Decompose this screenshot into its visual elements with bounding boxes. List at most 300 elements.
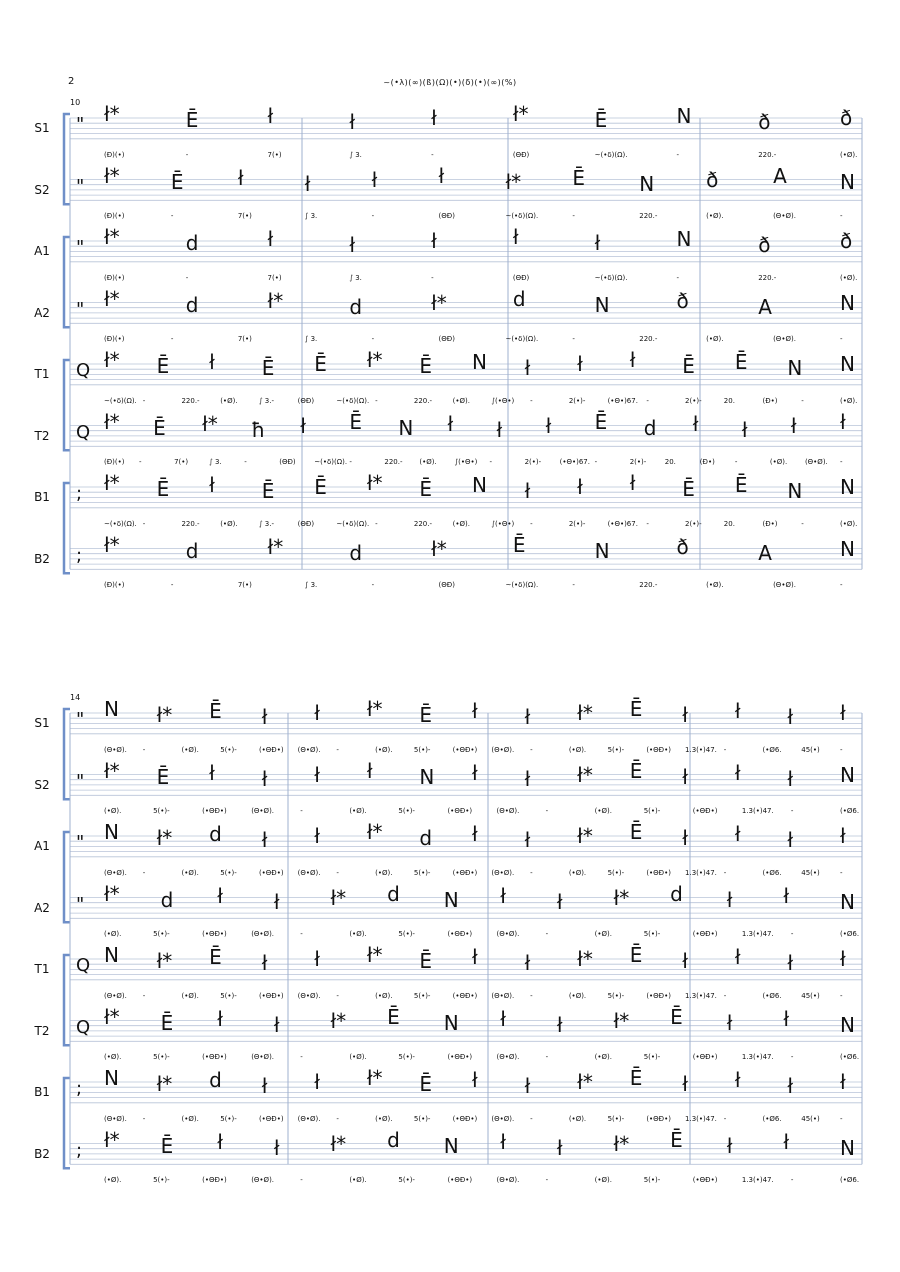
note-glyph: ł* [104, 881, 120, 906]
lyric-syllable: (•Ø). [375, 745, 393, 754]
note-glyph: Ē [419, 477, 433, 501]
note-glyph: ł [524, 1074, 531, 1098]
lyric-syllable: (•ΘÐ•) [452, 868, 478, 877]
lyric-syllable: (ΘÐ) [512, 150, 530, 159]
lyric-syllable: (•ΘÐ•) [692, 1176, 718, 1185]
lyric-syllable: 5(•)- [607, 1114, 625, 1123]
clef-symbol: Q [76, 1016, 91, 1038]
lyric-syllable: (•Ø). [840, 273, 858, 282]
note-glyph: d [185, 231, 199, 255]
note-glyph: ł [261, 1074, 268, 1098]
note-glyph: N [472, 473, 487, 497]
note-glyph: A [758, 540, 772, 565]
lyric-syllable: ∫(•Θ•) [454, 458, 478, 467]
note-glyph: Ē [419, 354, 433, 378]
lyric-syllable: - [530, 745, 533, 754]
note-glyph: ł [267, 227, 274, 251]
lyric-syllable: 2(•)- [629, 458, 647, 467]
lyric-syllable: - [840, 212, 843, 221]
note-glyph: ł [787, 766, 794, 791]
lyric-syllable: 1.3(•)47. [741, 807, 774, 816]
lyric-syllable: - [300, 1053, 303, 1062]
lyric-syllable: ~(•δ)(Ω). [336, 396, 370, 405]
lyric-syllable: (Θ•Ø). [251, 1053, 275, 1062]
part-label: S2 [34, 777, 50, 792]
note-glyph: ł* [613, 885, 630, 910]
note-glyph: d [349, 540, 363, 565]
lyric-syllable: (•Ø). [706, 212, 724, 221]
lyric-syllable: - [676, 150, 679, 159]
note-glyph: ł [524, 766, 531, 791]
note-glyph: Ē [170, 169, 184, 194]
lyric-syllable: 5(•)- [413, 991, 431, 1000]
note-glyph: ł [217, 1006, 223, 1031]
clef-symbol: " [76, 114, 85, 135]
lyric-syllable: - [300, 807, 303, 816]
note-glyph: ł [524, 828, 531, 852]
note-glyph: ł* [577, 1070, 593, 1094]
lyric-syllable: - [676, 273, 679, 282]
lyric-syllable: - [431, 150, 434, 159]
lyric-syllable: (Θ•Ø). [491, 1114, 515, 1123]
staff-group-bracket [64, 709, 70, 799]
note-glyph: ł* [431, 290, 447, 315]
lyric-syllable: (•Ø6. [840, 930, 860, 939]
lyric-syllable: (•ΘÐ•) [452, 991, 478, 1000]
lyric-syllable: 220.- [758, 273, 777, 282]
note-glyph: ł [556, 1135, 563, 1160]
lyric-syllable: ~(•δ)(Ω). [104, 396, 137, 405]
lyric-syllable: ∫(•Θ•) [491, 396, 515, 405]
part-label: A2 [34, 305, 50, 320]
lyric-syllable: - [185, 273, 189, 282]
lyric-syllable: (ΘÐ) [512, 273, 530, 282]
lyric-syllable: 1.3(•)47. [741, 1176, 774, 1185]
lyric-syllable: 1.3(•)47. [685, 745, 717, 754]
lyric-syllable: 7(•) [237, 335, 252, 344]
lyric-syllable: (Θ•Ø). [104, 868, 127, 877]
note-glyph: N [419, 764, 435, 789]
note-glyph: ł [209, 350, 215, 374]
lyric-syllable: - [142, 1114, 146, 1123]
lyric-syllable: (•Ø). [220, 519, 238, 528]
lyric-syllable: 5(•)- [413, 868, 431, 877]
note-glyph: ł* [577, 947, 593, 971]
lyric-syllable: - [431, 273, 434, 282]
lyric-syllable: 5(•)- [220, 1114, 237, 1123]
note-glyph: Ē [629, 758, 643, 783]
note-glyph: ł [496, 417, 503, 442]
note-glyph: ł* [202, 411, 218, 436]
note-glyph: N [443, 1133, 459, 1158]
lyric-syllable: ~(•δ)(Ω). [505, 335, 539, 344]
lyric-syllable: (•Ø6. [762, 1114, 782, 1123]
lyric-syllable: - [185, 150, 189, 159]
lyric-syllable: (•ΘÐ•) [202, 1176, 227, 1185]
note-glyph: N [787, 356, 803, 380]
lyric-syllable: 220.- [181, 396, 200, 405]
note-glyph: ł* [613, 1008, 630, 1033]
note-glyph: N [676, 104, 692, 128]
lyric-syllable: - [170, 212, 174, 221]
lyric-syllable: (•Ø). [452, 519, 470, 528]
note-glyph: ł [314, 701, 320, 725]
note-glyph: ł* [104, 286, 120, 311]
part-label: A1 [34, 244, 50, 258]
note-glyph: N [443, 887, 459, 912]
lyric-syllable: 220.- [639, 335, 658, 344]
note-glyph: ł [840, 701, 846, 725]
note-glyph: ł [577, 352, 583, 376]
note-glyph: d [387, 1127, 400, 1152]
note-glyph: Ē [629, 697, 643, 721]
lyric-syllable: 5(•)- [153, 807, 170, 816]
lyric-syllable: (•Ø). [181, 1114, 199, 1123]
lyric-syllable: (Θ•Ø). [491, 745, 515, 754]
lyric-syllable: 5(•)- [643, 930, 661, 939]
lyric-syllable: (•Ø6. [762, 745, 782, 754]
part-label: B2 [34, 1146, 50, 1161]
note-glyph: N [840, 352, 855, 376]
lyric-syllable: (•ΘÐ•) [447, 1176, 473, 1185]
note-glyph: ð [758, 110, 771, 134]
note-glyph: ł* [104, 471, 120, 495]
clef-symbol: " [76, 298, 85, 320]
note-glyph: Ē [209, 699, 222, 723]
note-glyph: ł [726, 1010, 733, 1035]
lyric-syllable: - [375, 519, 378, 528]
lyric-syllable: - [840, 1114, 843, 1123]
lyric-syllable: (•ΘÐ•) [646, 868, 671, 877]
lyric-syllable: ~(•δ)(Ω). [505, 581, 539, 590]
note-glyph: Ē [349, 409, 362, 434]
note-glyph: ł [447, 411, 454, 436]
lyric-syllable: 5(•)- [153, 930, 170, 939]
note-glyph: ł [629, 348, 636, 372]
note-glyph: d [349, 294, 363, 319]
note-glyph: ł [682, 1072, 688, 1096]
lyric-syllable: (•Ø). [181, 868, 199, 877]
lyric-syllable: (•ΘÐ•) [692, 807, 718, 816]
note-glyph: ł* [366, 348, 383, 372]
note-glyph: N [840, 536, 855, 561]
lyric-syllable: (Θ•Ø). [804, 458, 828, 467]
lyric-syllable: - [530, 519, 533, 528]
lyric-syllable: - [489, 458, 493, 467]
lyric-syllable: (•Ø). [104, 807, 122, 816]
note-glyph: Ē [629, 943, 643, 967]
lyric-syllable: 1.3(•)47. [685, 991, 717, 1000]
lyric-syllable: 5(•)- [643, 807, 661, 816]
lyric-syllable: 45(•) [801, 1114, 820, 1123]
lyric-syllable: - [545, 930, 549, 939]
lyric-syllable: 2(•)- [685, 396, 702, 405]
part-label: B1 [34, 490, 50, 504]
note-glyph: Ē [594, 108, 608, 132]
note-glyph: ł [524, 479, 531, 503]
lyric-syllable: - [244, 458, 247, 467]
lyric-syllable: 5(•)- [607, 745, 625, 754]
note-glyph: ł [682, 826, 688, 850]
note-glyph: ł* [104, 225, 120, 249]
note-glyph: Ē [209, 945, 222, 969]
note-glyph: ł [726, 1133, 733, 1158]
lyric-syllable: (Θ•Ø). [773, 581, 796, 590]
staff-group-bracket [64, 1078, 70, 1168]
lyric-syllable: - [801, 396, 804, 405]
lyric-syllable: - [646, 396, 649, 405]
clef-symbol: ; [76, 544, 83, 566]
note-glyph: Ē [185, 108, 199, 132]
note-glyph: ł [304, 171, 311, 196]
lyric-syllable: (•Ø). [568, 991, 587, 1000]
lyric-syllable: (•Ø). [104, 1053, 122, 1062]
clef-symbol: " [76, 832, 85, 853]
lyric-syllable: (•Ø). [375, 991, 393, 1000]
lyric-syllable: - [530, 396, 533, 405]
note-glyph: Ē [156, 477, 170, 501]
lyric-syllable: 220.- [181, 519, 200, 528]
lyric-syllable: 7(•) [267, 273, 282, 282]
note-glyph: ł* [156, 1072, 173, 1096]
lyric-syllable: - [572, 581, 575, 590]
lyric-syllable: (•ΘÐ•) [692, 1053, 718, 1062]
note-glyph: ł [741, 417, 748, 442]
note-glyph: ł [556, 889, 563, 914]
note-glyph: ł* [104, 532, 120, 557]
note-glyph: ł [349, 110, 356, 134]
part-label: B1 [34, 1085, 50, 1099]
lyric-syllable: - [336, 745, 339, 754]
lyric-syllable: - [170, 335, 174, 344]
lyric-syllable: (Θ•Ø). [491, 868, 515, 877]
note-glyph: ł [734, 1068, 741, 1092]
note-glyph: d [185, 292, 199, 317]
lyric-syllable: - [336, 1114, 339, 1123]
lyric-syllable: - [840, 335, 843, 344]
lyric-syllable: (•ΘÐ•) [646, 1114, 671, 1123]
system-measure-number: 10 [70, 98, 81, 107]
lyric-syllable: 7(•) [237, 212, 252, 221]
note-glyph: ł [783, 1006, 790, 1031]
lyric-syllable: (Θ•Ø). [491, 991, 515, 1000]
note-glyph: ł [371, 167, 378, 192]
note-glyph: ł [734, 760, 741, 785]
lyric-syllable: ∫ 3. [304, 335, 318, 344]
lyric-syllable: (•Ø). [452, 396, 470, 405]
note-glyph: ł [682, 949, 688, 973]
note-glyph: ł [209, 760, 215, 785]
lyric-syllable: (•Θ•)67. [559, 458, 590, 467]
note-glyph: Ē [160, 1133, 174, 1158]
note-glyph: ł [726, 887, 733, 912]
note-glyph: ł* [366, 471, 383, 495]
lyric-syllable: (•ΘÐ•) [646, 991, 671, 1000]
lyric-syllable: - [545, 1176, 549, 1185]
note-glyph: A [758, 294, 772, 319]
note-glyph: ł* [267, 288, 284, 313]
lyric-syllable: (•ΘÐ•) [258, 1114, 284, 1123]
note-glyph: ł* [156, 703, 173, 727]
lyric-syllable: 7(•) [174, 458, 189, 467]
lyric-syllable: 220.- [639, 212, 658, 221]
note-glyph: ł* [104, 163, 120, 188]
lyric-syllable: - [371, 335, 375, 344]
lyric-syllable: (Θ•Ø). [496, 930, 520, 939]
lyric-syllable: - [170, 581, 174, 590]
note-glyph: ł [314, 824, 320, 848]
note-glyph: Ē [314, 352, 327, 376]
lyric-syllable: 1.3(•)47. [685, 868, 717, 877]
lyric-syllable: 2(•)- [568, 519, 586, 528]
note-glyph: ł* [267, 534, 284, 559]
lyric-syllable: - [530, 991, 533, 1000]
lyric-syllable: (•Ø). [594, 807, 612, 816]
note-glyph: Ē [734, 473, 748, 497]
lyric-syllable: - [723, 745, 727, 754]
note-glyph: ł* [330, 885, 347, 910]
note-glyph: ł* [366, 1066, 383, 1090]
note-glyph: ł [209, 473, 215, 497]
note-glyph: ł [500, 883, 506, 908]
lyric-syllable: ~(•δ)(Ω). [314, 458, 348, 467]
lyric-syllable: - [734, 458, 738, 467]
lyric-syllable: - [142, 745, 146, 754]
lyric-syllable: (ΘÐ) [297, 396, 315, 405]
note-glyph: N [594, 538, 610, 563]
note-glyph: d [643, 415, 657, 440]
lyric-syllable: - [572, 335, 575, 344]
lyric-syllable: 5(•)- [398, 930, 415, 939]
lyric-syllable: 2(•)- [568, 396, 586, 405]
note-glyph: N [840, 169, 855, 194]
lyric-syllable: (•Ø). [769, 458, 788, 467]
lyric-syllable: (Θ•Ø). [773, 212, 796, 221]
lyric-syllable: 5(•)- [398, 1176, 415, 1185]
lyric-syllable: - [545, 1053, 549, 1062]
note-glyph: ł [314, 1070, 320, 1094]
note-glyph: ł [594, 231, 601, 255]
note-glyph: ł [787, 828, 794, 852]
part-label: T2 [34, 1023, 50, 1038]
note-glyph: ł [524, 356, 531, 380]
lyric-syllable: (•Ø6. [762, 868, 782, 877]
lyric-syllable: 1.3(•)47. [741, 930, 774, 939]
lyric-syllable: (Θ•Ø). [104, 991, 127, 1000]
lyric-syllable: - [142, 868, 146, 877]
note-glyph: ł* [156, 949, 173, 973]
lyric-syllable: 5(•)- [220, 745, 237, 754]
lyric-syllable: 5(•)- [398, 1053, 415, 1062]
lyric-syllable: (•Ø). [181, 991, 199, 1000]
note-glyph: ł* [104, 1127, 120, 1152]
lyric-syllable: 2(•)- [685, 519, 702, 528]
lyric-syllable: ~(•δ)(Ω). [336, 519, 370, 528]
note-glyph: ł* [104, 758, 120, 783]
note-glyph: ł [556, 1012, 563, 1037]
lyric-syllable: (Ð•) [762, 519, 778, 528]
note-glyph: ð [758, 233, 771, 257]
running-title: ~(•λ)(∞)(ß)(Ω)(•)(δ)(•)(∞)(%) [383, 78, 517, 87]
note-glyph: ł [783, 883, 790, 908]
lyric-syllable: (Ð)(•) [104, 150, 125, 159]
lyric-syllable: 5(•)- [220, 868, 237, 877]
note-glyph: Ē [629, 1066, 643, 1090]
lyric-syllable: (•Ø6. [840, 1053, 860, 1062]
note-glyph: N [840, 475, 855, 499]
note-glyph: ł [472, 760, 478, 785]
note-glyph: ł [790, 413, 797, 438]
note-glyph: N [676, 227, 692, 251]
lyric-syllable: (•Θ•)67. [607, 519, 638, 528]
note-glyph: ł [545, 413, 552, 438]
lyric-syllable: (•Ø). [840, 396, 858, 405]
note-glyph: ł* [613, 1131, 630, 1156]
lyric-syllable: (•Ø). [840, 150, 858, 159]
lyric-syllable: - [790, 930, 794, 939]
note-glyph: ł [314, 762, 320, 787]
note-glyph: N [443, 1010, 459, 1035]
lyric-syllable: (•ΘÐ•) [692, 930, 718, 939]
note-glyph: ł [217, 883, 223, 908]
note-glyph: ł* [577, 701, 593, 725]
note-glyph: Ē [156, 354, 170, 378]
lyric-syllable: 2(•)- [524, 458, 542, 467]
note-glyph: ł* [156, 826, 173, 850]
lyric-syllable: - [371, 581, 375, 590]
note-glyph: Ē [629, 820, 643, 844]
note-glyph: ł [787, 1074, 794, 1098]
note-glyph: ð [676, 534, 689, 559]
lyric-syllable: 5(•)- [413, 1114, 431, 1123]
note-glyph: Ē [670, 1004, 683, 1029]
lyric-syllable: (Ð)(•) [104, 212, 125, 221]
lyric-syllable: (•Ø). [349, 1053, 367, 1062]
note-glyph: ł [472, 1068, 478, 1092]
lyric-syllable: (Θ•Ø). [251, 930, 275, 939]
lyric-syllable: - [572, 212, 575, 221]
lyric-syllable: 5(•)- [398, 807, 415, 816]
lyric-syllable: - [840, 458, 843, 467]
clef-symbol: Q [76, 360, 91, 381]
note-glyph: N [104, 820, 119, 844]
lyric-syllable: - [530, 868, 533, 877]
note-glyph: ł [500, 1129, 506, 1154]
note-glyph: ł [273, 1012, 280, 1037]
lyric-syllable: (Θ•Ø). [104, 1114, 127, 1123]
page-number: 2 [68, 76, 75, 87]
note-glyph: ł [524, 951, 531, 975]
lyric-syllable: (•Ø). [104, 930, 122, 939]
lyric-syllable: 5(•)- [153, 1176, 170, 1185]
staff-group-bracket [64, 832, 70, 922]
note-glyph: ł [261, 705, 268, 729]
note-glyph: ł [500, 1006, 506, 1031]
part-label: A1 [34, 839, 50, 853]
lyric-syllable: 220.- [413, 396, 433, 405]
note-glyph: Ē [419, 949, 433, 973]
lyric-syllable: (•ΘÐ•) [447, 930, 473, 939]
note-glyph: ł [840, 824, 846, 848]
staff-group-bracket [64, 955, 70, 1045]
clef-symbol: " [76, 893, 85, 915]
lyric-syllable: - [530, 1114, 533, 1123]
note-glyph: Ē [419, 1072, 433, 1096]
note-glyph: Ē [682, 354, 695, 378]
note-glyph: ł* [505, 169, 522, 194]
lyric-syllable: 5(•)- [643, 1176, 661, 1185]
lyric-syllable: - [300, 1176, 303, 1185]
